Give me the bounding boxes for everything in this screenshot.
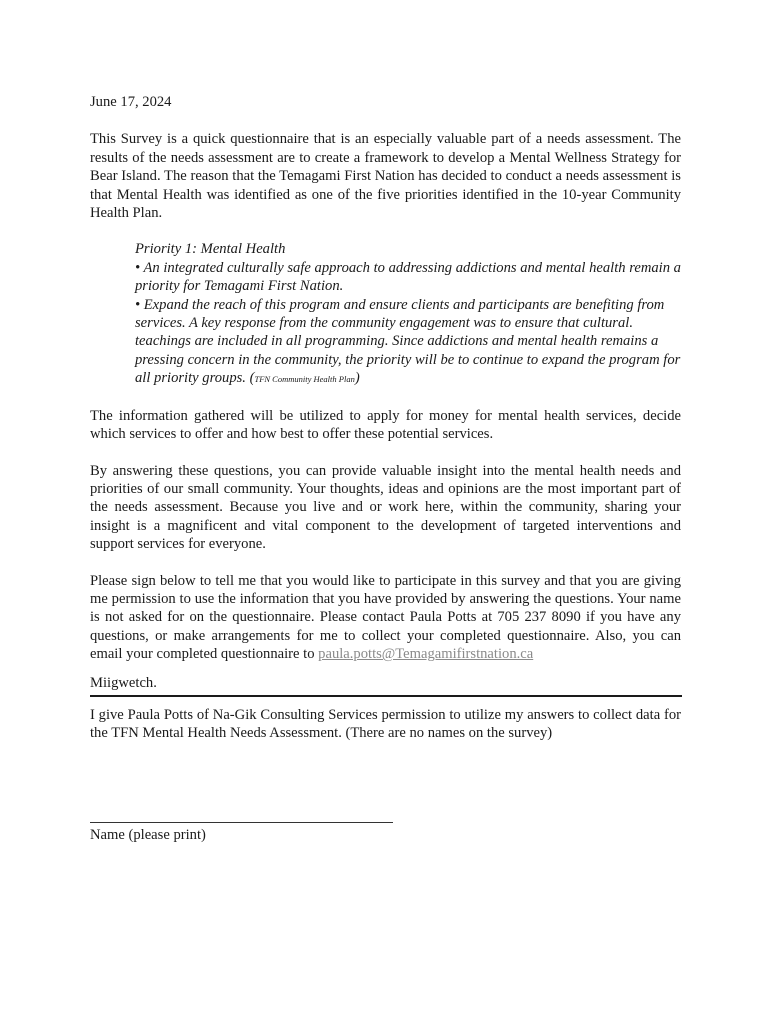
info-paragraph: The information gathered will be utilized to apply for money for mental health services, decide which services to offer and how best to offer these potential services.: [90, 407, 681, 443]
insight-paragraph: By answering these questions, you can provide valuable insight into the mental health needs and priorities of our small community. Your thoughts, ideas and opinions are the most important part of the needs assessment. Because you live and or work here, within the community, sharing your insight is a magnificent and vital component to the development of targeted interventions and support services for everyone.: [90, 462, 681, 553]
email-link[interactable]: paula.potts@Temagamifirstnation.ca: [318, 646, 534, 663]
priority-title: Priority 1: Mental Health: [135, 241, 286, 258]
letter-body: [90, 93, 681, 743]
section-divider: [90, 695, 682, 697]
signature-line[interactable]: [90, 822, 393, 823]
priority-quote: [135, 240, 681, 388]
signature-caption: Name (please print): [90, 827, 206, 843]
priority-bullet-2-text: • Expand the reach of this program and ensure clients and participants are benefiting from services. A key response from the community engagement was to ensure that cultural. teachings are included in all programming. Since addictions and mental health remains a pressing concern in the community, the priority will be to continue to expand the program for all priority groups. (: [135, 296, 681, 387]
priority-bullet-1: • An integrated culturally safe approach to addressing addictions and mental health remain a priority for Temagami First Nation.: [135, 259, 681, 295]
priority-bullet-2: [135, 296, 681, 389]
citation-source: TFN Community Health Plan: [254, 374, 355, 385]
thanks-text: Miigwetch.: [90, 674, 157, 691]
citation-close: ): [354, 370, 360, 387]
sign-paragraph: [90, 572, 681, 664]
intro-paragraph: This Survey is a quick questionnaire that is an especially valuable part of a needs assessment. The results of the needs assessment are to create a framework to develop a Mental Wellness Strategy for Bear Island. The reason that the Temagami First Nation has decided to conduct a needs assessment is that Mental Health was identified as one of the five priorities identified in the 10-year Community Health Plan.: [90, 131, 681, 222]
sign-paragraph-text: Please sign below to tell me that you would like to participate in this survey and that you are giving me permission to use the information that you have provided by answering the questions. Your name is not asked for on the questionnaire. Please contact Paula Potts at 705 237 8090 if you have any questions, or make arrangements for me to collect your completed questionnaire. Also, you can email your completed questionnaire to: [90, 572, 681, 663]
consent-statement: I give Paula Potts of Na-Gik Consulting Services permission to utilize my answers to collect data for the TFN Mental Health Needs Assessment. (There are no names on the survey): [90, 706, 681, 742]
letter-date: June 17, 2024: [90, 94, 172, 110]
